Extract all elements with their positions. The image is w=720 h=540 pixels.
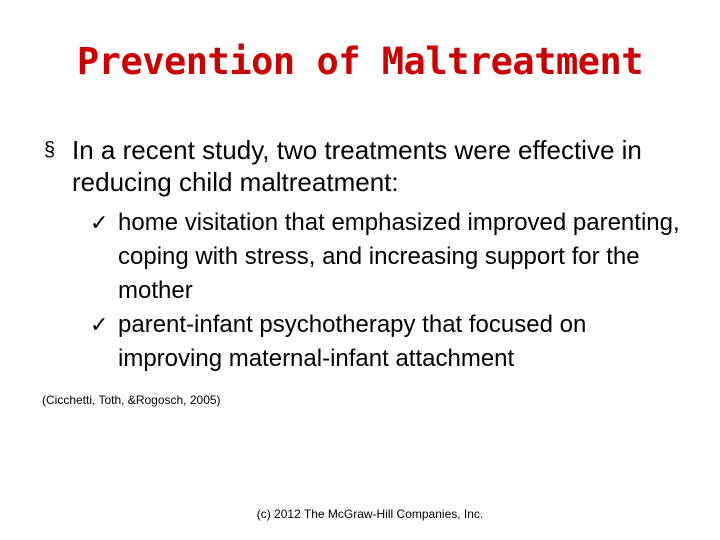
sub-bullet-psychotherapy [90, 308, 684, 376]
bullet-list [44, 134, 684, 376]
citation: (Cicchetti, Toth, &Rogosch, 2005) [42, 393, 221, 407]
checkmark-icon: ✓ [90, 312, 109, 337]
copyright-footer: (c) 2012 The McGraw-Hill Companies, Inc. [256, 507, 484, 521]
checkmark-icon: ✓ [90, 210, 109, 235]
main-bullet [44, 134, 684, 376]
sub-bullet-text: home visitation that emphasized improved parenting, coping with stress, and increasing support for the mother [118, 209, 680, 304]
slide-title: Prevention of Maltreatment [76, 40, 644, 83]
bullet-marker-icon: § [44, 139, 56, 161]
sub-bullet-list [72, 206, 684, 376]
sub-bullet-text: parent-infant psychotherapy that focused on improving maternal-infant attachment [118, 311, 587, 372]
sub-bullet-home-visitation [90, 206, 684, 308]
main-bullet-text: In a recent study, two treatments were effective in reducing child maltreatment: [72, 135, 642, 197]
